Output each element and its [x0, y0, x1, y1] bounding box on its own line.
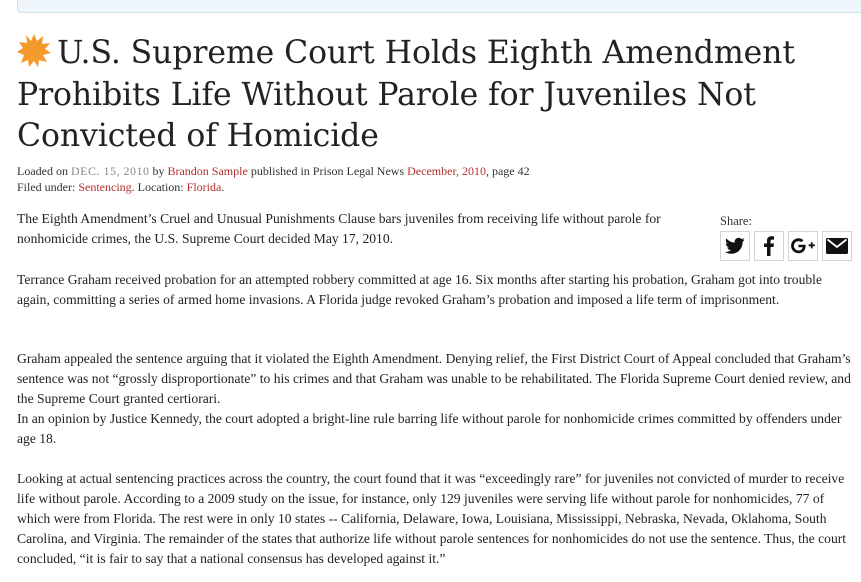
top-banner: [17, 0, 861, 13]
twitter-share-button[interactable]: [720, 231, 750, 261]
article-byline: [17, 163, 530, 179]
paragraph-4: In an opinion by Justice Kennedy, the court adopted a bright-line rule barring life without parole for nonhomicide crimes committed by offenders under age 18.: [17, 411, 842, 446]
paragraph-1: The Eighth Amendment’s Cruel and Unusual Punishments Clause bars juveniles from receiving life without parole for nonhomicide crimes, the U.S. Supreme Court decided May 17, 2010.: [17, 211, 661, 246]
category-link[interactable]: Sentencing: [78, 180, 132, 194]
paragraph-5: Looking at actual sentencing practices across the country, the court found that it was “exceedingly rare” for juveniles not convicted of murder to receive life without parole. According to a 2009 study on the issue, for instance, only 129 juveniles were serving life without parole for nonhomicides, 77 of which were from Florida. The rest were in only 10 states -- California, Delaware, Iowa, Louisiana, Mississippi, Nebraska, Nevada, Oklahoma, South Carolina, and Virginia. The remainder of the states that authorize life without parole sentences for nonhomicides do not use the sentence. Thus, the court concluded, “it is fair to say that a national consensus has developed against it.”: [17, 471, 847, 566]
paragraph-3: Graham appealed the sentence arguing that it violated the Eighth Amendment. Denying relief, the First District Court of Appeal concluded that Graham’s sentence was not “grossly disproportionate” to his crimes and that Graham was unable to be rehabilitated. The Florida Supreme Court denied review, and the Supreme Court granted certiorari.: [17, 351, 851, 406]
facebook-share-button[interactable]: [754, 231, 784, 261]
share-buttons: [720, 231, 852, 261]
google-plus-icon: [791, 236, 815, 256]
facebook-icon: [763, 236, 775, 256]
email-share-button[interactable]: [822, 231, 852, 261]
author-link[interactable]: Brandon Sample: [167, 164, 248, 178]
page-number: , page 42: [485, 164, 530, 178]
article-title: [17, 33, 857, 158]
published-in-label: published in Prison Legal News: [250, 164, 405, 178]
email-icon: [826, 238, 848, 254]
starburst-icon: [17, 33, 51, 67]
paragraph-2: Terrance Graham received probation for an attempted robbery committed at age 16. Six months after starting his probation, Graham got into trouble again, committing a series of armed home invasions. A Florida judge revoked Graham’s probation and imposed a life term of imprisonment.: [17, 272, 822, 307]
by-label: by: [152, 164, 165, 178]
issue-link[interactable]: December, 2010: [407, 164, 486, 178]
article-title-text: U.S. Supreme Court Holds Eighth Amendment Prohibits Life Without Parole for Juveniles Not Convicted of Homicide: [17, 35, 795, 154]
location-end: .: [221, 180, 225, 194]
share-label: Share:: [720, 214, 752, 228]
twitter-icon: [725, 237, 745, 255]
loaded-on-label: Loaded on: [17, 164, 68, 178]
article-filing: [17, 179, 224, 195]
google-plus-share-button[interactable]: [788, 231, 818, 261]
location-link[interactable]: Florida: [186, 180, 222, 194]
article-date: DEC. 15, 2010: [70, 164, 150, 178]
location-label: . Location:: [131, 180, 184, 194]
filed-under-label: Filed under:: [17, 180, 76, 194]
